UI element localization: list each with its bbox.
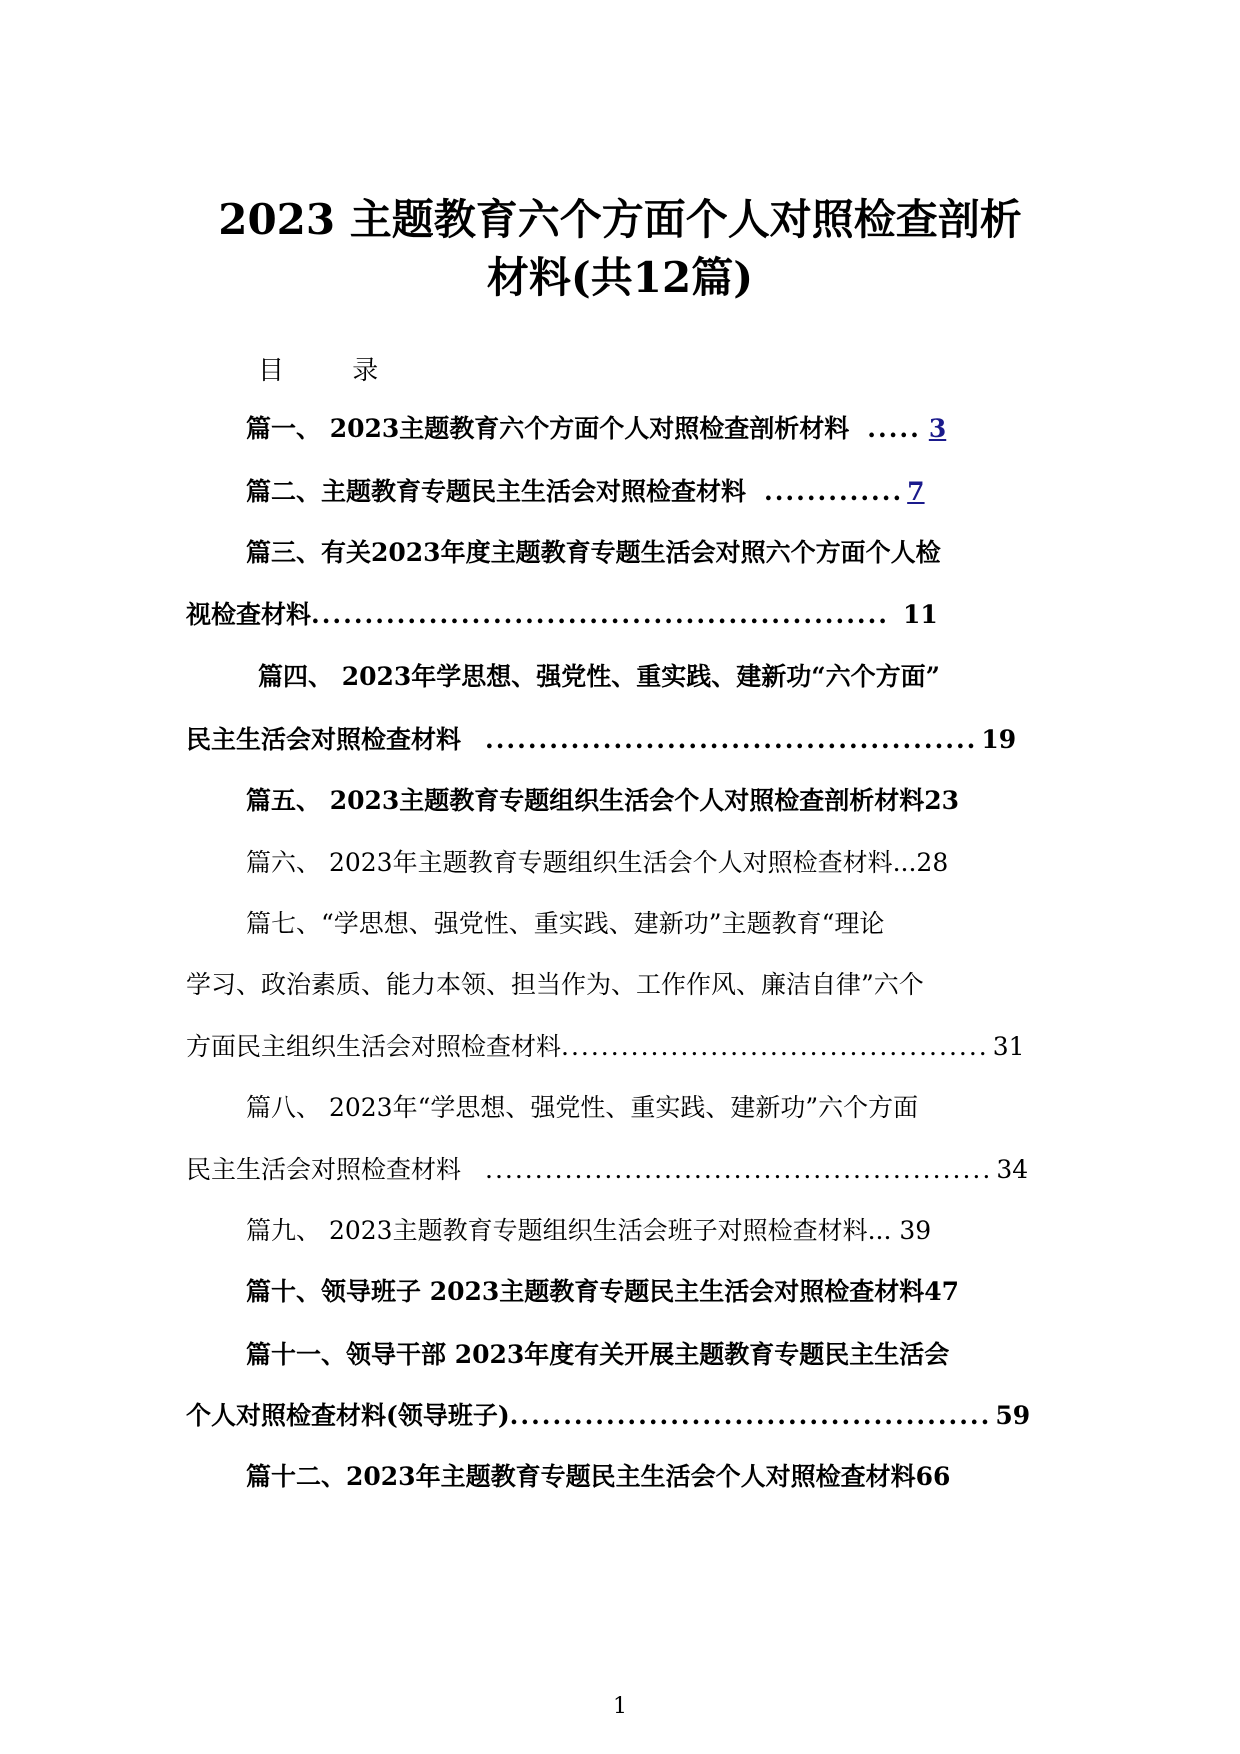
document-title-line2: 材料(共12篇): [486, 253, 754, 302]
toc-heading: 目 录: [258, 356, 409, 386]
toc-leader-dots: ......................................................: [311, 600, 890, 629]
page-number: 1: [613, 1694, 627, 1719]
toc-entry-4-line1[interactable]: 篇四、 2023年学思想、强党性、重实践、建新功“六个方面”: [258, 662, 941, 691]
toc-page-number: 34: [996, 1155, 1029, 1184]
toc-leader-dots: ...........................................: [561, 1032, 989, 1061]
toc-page-number: 31: [992, 1032, 1025, 1061]
toc-entry-7-line3[interactable]: [186, 1030, 1025, 1064]
toc-leader-dots: .............................................: [509, 1401, 992, 1430]
toc-entry-label: 民主生活会对照检查材料: [186, 725, 462, 754]
toc-entry-3-line2[interactable]: [186, 598, 938, 632]
toc-entry-4-line2[interactable]: [186, 723, 1016, 757]
toc-entry-8-line2[interactable]: [186, 1153, 1028, 1187]
toc-entry-3-line1[interactable]: 篇三、有关2023年度主题教育专题生活会对照六个方面个人检: [246, 538, 941, 567]
toc-entry-9[interactable]: 篇九、 2023主题教育专题组织生活会班子对照检查材料... 39: [246, 1216, 932, 1245]
toc-page-link[interactable]: 3: [928, 414, 947, 443]
toc-entry-label: 个人对照检查材料(领导班子): [186, 1401, 510, 1430]
toc-entry-7-line2[interactable]: 学习、政治素质、能力本领、担当作为、工作作风、廉洁自律”六个: [186, 970, 924, 999]
toc-leader-dots: ...................................................: [485, 1155, 993, 1184]
toc-leader-dots: .....: [867, 414, 921, 443]
toc-entry-11-line1[interactable]: 篇十一、领导干部 2023年度有关开展主题教育专题民主生活会: [246, 1340, 950, 1369]
toc-entry-1[interactable]: [246, 412, 946, 446]
toc-entry-11-line2[interactable]: [186, 1399, 1030, 1433]
toc-entry-label: 民主生活会对照检查材料: [186, 1155, 462, 1184]
toc-entry-10[interactable]: 篇十、领导班子 2023主题教育专题民主生活会对照检查材料47: [246, 1277, 960, 1306]
toc-entry-2[interactable]: [246, 475, 925, 509]
toc-page-number: 19: [981, 725, 1017, 754]
toc-entry-5[interactable]: 篇五、 2023主题教育专题组织生活会个人对照检查剖析材料23: [246, 786, 960, 815]
document-title-line1: 2023 主题教育六个方面个人对照检查剖析: [218, 195, 1022, 244]
toc-entry-12[interactable]: 篇十二、2023年主题教育专题民主生活会个人对照检查材料66: [246, 1462, 951, 1491]
toc-entry-label: 视检查材料: [186, 600, 312, 629]
toc-entry-label: 方面民主组织生活会对照检查材料: [186, 1032, 562, 1061]
toc-entry-7-line1[interactable]: 篇七、“学思想、强党性、重实践、建新功”主题教育“理论: [246, 909, 885, 938]
toc-entry-label: 篇一、 2023主题教育六个方面个人对照检查剖析材料: [246, 414, 850, 443]
toc-entry-label: 篇二、主题教育专题民主生活会对照检查材料: [246, 477, 747, 506]
toc-leader-dots: ..............................................: [485, 725, 978, 754]
toc-leader-dots: .............: [764, 477, 904, 506]
toc-entry-8-line1[interactable]: 篇八、 2023年“学思想、强党性、重实践、建新功”六个方面: [246, 1093, 919, 1122]
toc-entry-6[interactable]: 篇六、 2023年主题教育专题组织生活会个人对照检查材料...28: [246, 848, 949, 877]
toc-page-number: 11: [903, 600, 938, 629]
toc-page-link[interactable]: 7: [907, 477, 925, 506]
toc-page-number: 59: [995, 1401, 1031, 1430]
